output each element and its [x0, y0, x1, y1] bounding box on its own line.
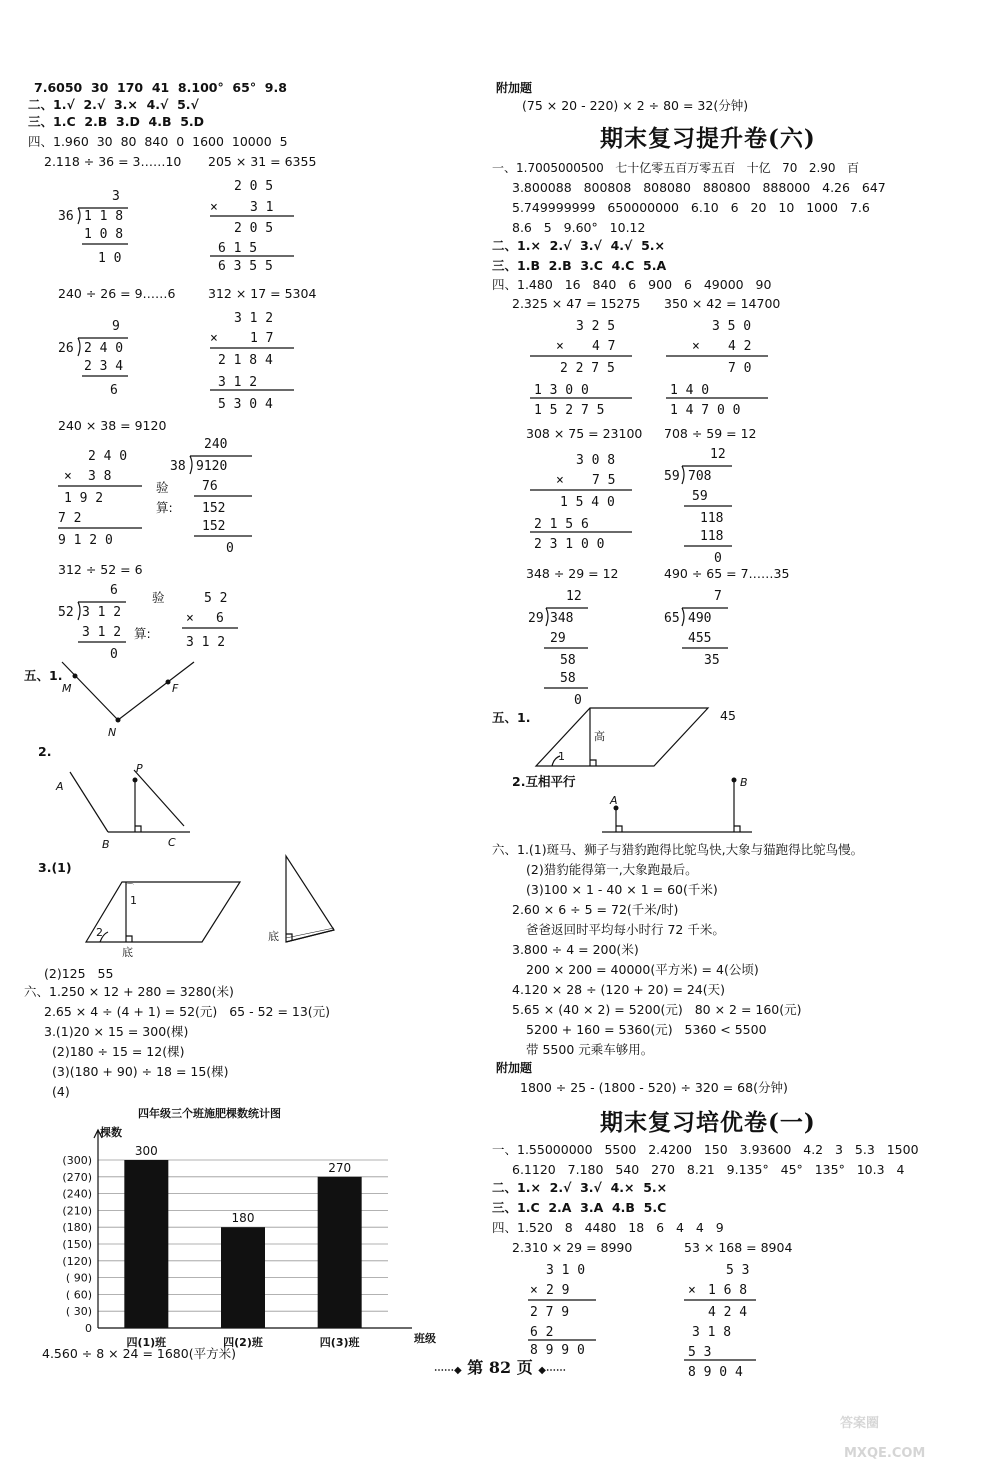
svg-text:3 1 8: 3 1 8: [692, 1325, 732, 1340]
svg-text:1 3 0 0: 1 3 0 0: [534, 383, 589, 398]
exam-title: 期末复习培优卷(一): [600, 1109, 816, 1136]
answer-line: 312 ÷ 52 = 6: [58, 562, 143, 577]
answer-line: 三、1.C 2.B 3.D 4.B 5.D: [28, 114, 205, 129]
answer-line: 2.互相平行: [512, 774, 576, 789]
svg-text:708: 708: [688, 469, 712, 484]
svg-text:⌒: ⌒: [126, 883, 134, 892]
svg-text:1 9 2: 1 9 2: [64, 491, 104, 506]
svg-text:2 4 0: 2 4 0: [84, 341, 124, 356]
parallel-lines-figure: [602, 774, 762, 836]
svg-text:×: ×: [530, 1283, 538, 1298]
svg-text:38: 38: [170, 459, 186, 474]
bar: [221, 1227, 265, 1328]
svg-text:1 6 8: 1 6 8: [708, 1283, 748, 1298]
svg-text:3 1 2: 3 1 2: [218, 375, 258, 390]
page-number: 第 82 页: [467, 1358, 533, 1377]
svg-text:36: 36: [58, 209, 74, 224]
svg-text:0: 0: [226, 541, 234, 556]
svg-text:29: 29: [528, 611, 544, 626]
data-label: 300: [134, 1144, 158, 1158]
check-label: 验: [152, 590, 165, 605]
svg-text:2 1 8 4: 2 1 8 4: [218, 353, 273, 368]
y-tick-label: (240): [62, 1187, 92, 1201]
svg-text:答案圈: 答案圈: [840, 1416, 880, 1431]
svg-text:5 3: 5 3: [688, 1345, 712, 1360]
y-tick-label: (150): [62, 1238, 92, 1251]
long-division-348-29: [526, 584, 626, 708]
svg-text:1 4 0: 1 4 0: [670, 383, 710, 398]
answer-line: 308 × 75 = 23100: [526, 426, 643, 441]
svg-text:5 2: 5 2: [204, 591, 228, 606]
svg-text:×: ×: [64, 469, 72, 484]
answer-line: (2)125 55: [44, 966, 114, 981]
svg-text:118: 118: [700, 529, 724, 544]
x-tick-label: 四(2)班: [223, 1336, 263, 1349]
answer-line: 带 5500 元乘车够用。: [526, 1042, 654, 1057]
answer-line: 4.120 × 28 ÷ (120 + 20) = 24(天): [512, 982, 726, 997]
check-multiplication-52-6: [152, 586, 242, 656]
answer-line: 四、1.520 8 4480 18 6 4 4 9: [492, 1220, 724, 1235]
svg-text:5 3 0 4: 5 3 0 4: [218, 397, 273, 412]
height-label: 高: [594, 730, 605, 743]
answer-line: 一、1.7005000500 七十亿零五百万零五百 十亿 70 2.90 百: [492, 161, 860, 175]
answer-line: 240 ÷ 26 = 9……6: [58, 286, 176, 301]
svg-text:26: 26: [58, 341, 74, 356]
answer-line: 六、1.(1)斑马、狮子与猎豹跑得比鸵鸟快,大象与猫跑得比鸵鸟慢。: [492, 842, 864, 857]
page-footer: [0, 1355, 1000, 1378]
svg-text:2 0 5: 2 0 5: [234, 221, 274, 236]
svg-text:9 1 2 0: 9 1 2 0: [58, 533, 113, 548]
check-label: 验: [156, 480, 169, 495]
answer-line: 三、1.B 2.B 3.C 4.C 5.A: [492, 258, 667, 273]
point-label: A: [610, 794, 618, 807]
watermark-logo: [830, 1379, 980, 1469]
y-axis-label: 棵数: [100, 1126, 122, 1139]
svg-text:1: 1: [558, 750, 565, 763]
answer-line: 1800 ÷ 25 - (1800 - 520) ÷ 320 = 68(分钟): [520, 1080, 788, 1095]
y-tick-label: ( 90): [65, 1271, 92, 1285]
long-division-708-59: [662, 442, 762, 566]
long-division-240-26: [56, 314, 166, 404]
svg-text:58: 58: [560, 671, 576, 686]
svg-text:4 2: 4 2: [728, 339, 752, 354]
x-tick-label: 四(3)班: [319, 1336, 360, 1349]
point-label: F: [172, 682, 179, 695]
y-tick-label: ( 30): [65, 1305, 92, 1319]
svg-text:4 2 4: 4 2 4: [708, 1305, 748, 1320]
svg-text:1 4 7 0 0: 1 4 7 0 0: [670, 403, 741, 418]
point-label: A: [56, 780, 64, 793]
multiplication-312-17: [206, 304, 306, 412]
svg-text:2 7 9: 2 7 9: [530, 1305, 570, 1320]
svg-text:×: ×: [692, 339, 700, 354]
svg-text:3 1 2: 3 1 2: [186, 635, 226, 650]
svg-text:3 1 0: 3 1 0: [546, 1263, 586, 1278]
svg-text:35: 35: [704, 653, 720, 668]
answer-line: 爸爸返回时平均每小时行 72 千米。: [526, 922, 725, 937]
answer-line: 3.(1)20 × 15 = 300(棵): [44, 1024, 189, 1039]
y-tick-label: ( 60): [65, 1288, 92, 1302]
svg-text:5 3: 5 3: [726, 1263, 750, 1278]
section-label: 2.: [38, 744, 52, 759]
svg-text:3: 3: [112, 189, 120, 204]
svg-text:2 9: 2 9: [546, 1283, 570, 1298]
long-division-490-65: [662, 584, 762, 670]
svg-text:MXQE.COM: MXQE.COM: [844, 1446, 926, 1461]
svg-text:6: 6: [216, 611, 224, 626]
svg-text:9120: 9120: [196, 459, 228, 474]
answer-line: 2.325 × 47 = 15275: [512, 296, 641, 311]
svg-text:6 1 5: 6 1 5: [218, 241, 258, 256]
bar-chart: [28, 1106, 436, 1349]
multiplication-310-29: [526, 1258, 616, 1358]
answer-line: 四、1.960 30 80 840 0 1600 10000 5: [28, 134, 288, 149]
answer-line: 6.1120 7.180 540 270 8.21 9.135° 45° 135° 10.3 4: [512, 1162, 905, 1177]
footer-ornament: ⋯⋯◆: [434, 1365, 462, 1376]
svg-text:0: 0: [110, 647, 118, 662]
base-label: 底: [122, 946, 133, 959]
svg-text:52: 52: [58, 605, 74, 620]
y-tick-label: (270): [62, 1170, 92, 1184]
chart-title: 四年级三个班施肥棵数统计图: [138, 1107, 281, 1120]
perpendicular-figure-pabc: [50, 750, 200, 850]
parallelogram-and-trapezoid-figures: [76, 850, 346, 960]
svg-text:×: ×: [210, 331, 218, 346]
answer-line: 350 × 42 = 14700: [664, 296, 781, 311]
svg-text:1 0: 1 0: [98, 251, 122, 266]
answer-line: 200 × 200 = 40000(平方米) = 4(公顷): [526, 962, 759, 977]
svg-text:59: 59: [664, 469, 680, 484]
section-label: 五、1.: [492, 710, 531, 725]
bar: [124, 1160, 168, 1328]
data-label: 180: [231, 1211, 255, 1226]
svg-text:2: 2: [96, 926, 103, 939]
check-label: 算:: [156, 500, 173, 515]
svg-text:2 4 0: 2 4 0: [88, 449, 128, 464]
svg-text:76: 76: [202, 479, 218, 494]
multiplication-325-47: [526, 314, 636, 420]
answer-line: 二、1.× 2.√ 3.√ 4.√ 5.×: [492, 238, 666, 253]
svg-text:1 5 2 7 5: 1 5 2 7 5: [534, 403, 605, 418]
bar-chart-svg: [28, 1118, 436, 1349]
svg-text:348: 348: [550, 611, 574, 626]
svg-text:1 5 4 0: 1 5 4 0: [560, 495, 615, 510]
multiplication-308-75: [526, 448, 636, 554]
svg-text:×: ×: [186, 611, 194, 626]
svg-text:58: 58: [560, 653, 576, 668]
answer-line: 312 × 17 = 5304: [208, 286, 317, 301]
svg-text:152: 152: [202, 519, 226, 534]
answer-line: 六、1.250 × 12 + 280 = 3280(米): [24, 984, 234, 999]
svg-text:6: 6: [110, 583, 118, 598]
answer-line: 8.6 5 9.60° 10.12: [512, 220, 646, 235]
point-label: M: [62, 682, 72, 695]
long-division-118-36: [56, 182, 166, 270]
check-label: 算:: [134, 626, 151, 641]
multiplication-350-42: [662, 314, 772, 420]
point-label: B: [102, 838, 110, 851]
x-tick-label: 四(1)班: [126, 1336, 167, 1349]
answer-line: 2.60 × 6 ÷ 5 = 72(千米/时): [512, 902, 679, 917]
svg-text:4 7: 4 7: [592, 339, 616, 354]
answer-line: 2.65 × 4 ÷ (4 + 1) = 52(元) 65 - 52 = 13(元): [44, 1004, 331, 1019]
answer-line: 4.560 ÷ 8 × 24 = 1680(平方米): [42, 1346, 236, 1361]
answer-line: (2)180 ÷ 15 = 12(棵): [52, 1044, 185, 1059]
svg-text:3 5 0: 3 5 0: [712, 319, 752, 334]
svg-text:1 1 8: 1 1 8: [84, 209, 124, 224]
footer-ornament: ◆⋯⋯: [538, 1365, 566, 1376]
bar: [318, 1177, 362, 1328]
base-label: 底: [268, 930, 279, 943]
answer-line: 二、1.√ 2.√ 3.× 4.√ 5.√: [28, 97, 199, 112]
answer-line: 3.800088 800808 808080 880800 888000 4.26 647: [512, 180, 886, 195]
svg-text:455: 455: [688, 631, 712, 646]
svg-text:65: 65: [664, 611, 680, 626]
svg-text:1: 1: [130, 894, 137, 907]
y-tick-label: (180): [62, 1221, 92, 1235]
answer-value: 45: [720, 708, 736, 723]
angle-figure-mnf: [38, 658, 228, 738]
answer-line: 5.749999999 650000000 6.10 6 20 10 1000 7.6: [512, 200, 870, 215]
parallelogram-height-figure: [532, 700, 722, 772]
svg-text:9: 9: [112, 319, 120, 334]
svg-text:29: 29: [550, 631, 566, 646]
svg-text:×: ×: [210, 200, 218, 215]
answer-line: 5.65 × (40 × 2) = 5200(元) 80 × 2 = 160(元): [512, 1002, 802, 1017]
section-label: 3.(1): [38, 860, 72, 875]
x-axis-label: 班级: [414, 1332, 436, 1345]
answer-line: 四、1.480 16 840 6 900 6 49000 90: [492, 277, 772, 292]
svg-text:12: 12: [566, 589, 582, 604]
svg-text:×: ×: [688, 1283, 696, 1298]
svg-text:0: 0: [714, 551, 722, 566]
point-label: C: [168, 836, 176, 849]
svg-text:2 0 5: 2 0 5: [234, 179, 274, 194]
answer-line: 2.310 × 29 = 8990: [512, 1240, 633, 1255]
svg-text:8 9 0 4: 8 9 0 4: [688, 1365, 743, 1380]
svg-text:7 2: 7 2: [58, 511, 82, 526]
answer-line: 205 × 31 = 6355: [208, 154, 317, 169]
long-division-312-52: [56, 578, 156, 664]
svg-text:152: 152: [202, 501, 226, 516]
y-tick-label: (120): [62, 1254, 92, 1268]
svg-text:12: 12: [710, 447, 726, 462]
answer-line: 2.118 ÷ 36 = 3……10: [44, 154, 182, 169]
multiplication-240-38: [56, 442, 156, 550]
bonus-heading: 附加题: [496, 1061, 533, 1075]
svg-text:3 1 2: 3 1 2: [234, 311, 274, 326]
svg-text:3 2 5: 3 2 5: [576, 319, 616, 334]
answer-line: 53 × 168 = 8904: [684, 1240, 793, 1255]
svg-text:6: 6: [110, 383, 118, 398]
answer-line: (75 × 20 - 220) × 2 ÷ 80 = 32(分钟): [522, 98, 749, 113]
svg-text:3 1 2: 3 1 2: [82, 605, 122, 620]
svg-text:7 5: 7 5: [592, 473, 616, 488]
svg-text:490: 490: [688, 611, 712, 626]
y-tick-label: (300): [62, 1154, 92, 1167]
answer-line: 3.800 ÷ 4 = 200(米): [512, 942, 639, 957]
svg-text:6 2: 6 2: [530, 1325, 554, 1340]
answer-line: 348 ÷ 29 = 12: [526, 566, 619, 581]
answer-line: (3)100 × 1 - 40 × 1 = 60(千米): [526, 882, 718, 897]
answer-line: (2)猎豹能得第一,大象跑最后。: [526, 862, 698, 877]
answer-line: 一、1.55000000 5500 2.4200 150 3.93600 4.2 3 5.3 1500: [492, 1142, 919, 1157]
svg-text:×: ×: [556, 339, 564, 354]
svg-text:3 8: 3 8: [88, 469, 112, 484]
answer-line: 490 ÷ 65 = 7……35: [664, 566, 790, 581]
svg-text:3 1 2: 3 1 2: [82, 625, 122, 640]
svg-text:7: 7: [714, 589, 722, 604]
svg-text:3 0 8: 3 0 8: [576, 453, 616, 468]
y-tick-label: 0: [85, 1322, 92, 1335]
answer-line: 240 × 38 = 9120: [58, 418, 167, 433]
answer-line: 708 ÷ 59 = 12: [664, 426, 757, 441]
point-label: P: [136, 762, 143, 775]
answer-line: (3)(180 + 90) ÷ 18 = 15(棵): [52, 1064, 229, 1079]
svg-text:1 7: 1 7: [250, 331, 274, 346]
data-label: 270: [328, 1160, 352, 1175]
point-label: N: [108, 726, 117, 739]
answer-line: 三、1.C 2.A 3.A 4.B 5.C: [492, 1200, 667, 1215]
section-label: 五、1.: [24, 668, 63, 683]
svg-text:7 0: 7 0: [728, 361, 752, 376]
answer-line: 二、1.× 2.√ 3.√ 4.× 5.×: [492, 1180, 668, 1195]
svg-text:×: ×: [556, 473, 564, 488]
point-label: B: [740, 776, 748, 789]
svg-text:240: 240: [204, 437, 228, 452]
svg-text:3 1: 3 1: [250, 200, 274, 215]
answer-line: (4): [52, 1084, 70, 1099]
answer-line: 7.6050 30 170 41 8.100° 65° 9.8: [34, 80, 287, 95]
multiplication-205-31: [206, 174, 306, 272]
svg-text:2 1 5 6: 2 1 5 6: [534, 517, 589, 532]
exam-title: 期末复习提升卷(六): [600, 125, 816, 152]
svg-text:2 3 4: 2 3 4: [84, 359, 124, 374]
svg-text:0: 0: [574, 693, 582, 708]
svg-text:118: 118: [700, 511, 724, 526]
svg-text:59: 59: [692, 489, 708, 504]
bonus-heading: 附加题: [496, 81, 533, 95]
svg-text:2 3 1 0 0: 2 3 1 0 0: [534, 537, 605, 552]
y-tick-label: (210): [62, 1204, 92, 1218]
answer-line: 5200 + 160 = 5360(元) 5360 < 5500: [526, 1022, 767, 1037]
svg-text:8 9 9 0: 8 9 9 0: [530, 1343, 585, 1358]
svg-text:6 3 5 5: 6 3 5 5: [218, 259, 273, 274]
svg-text:1 0 8: 1 0 8: [84, 227, 124, 242]
svg-text:2 2 7 5: 2 2 7 5: [560, 361, 615, 376]
